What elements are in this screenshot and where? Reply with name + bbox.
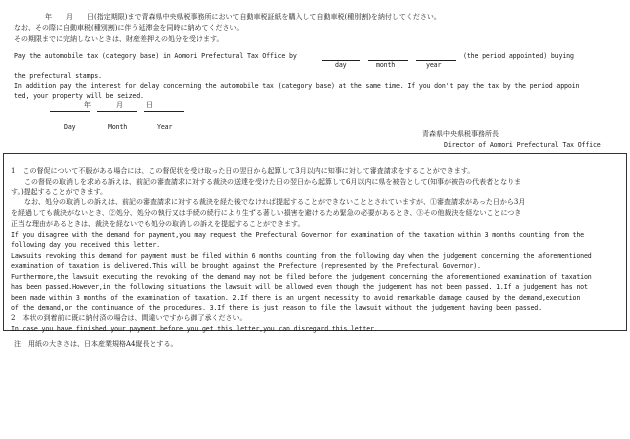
date-label-month: Month [108, 123, 128, 131]
notice-line: を経過しても裁決がないとき、②処分、処分の執行又は手続の続行により生ずる著しい損害を避けるため緊急の必要があるとき、③その他裁決を経ないことにつき [11, 209, 522, 217]
date-label-year: Year [157, 123, 173, 131]
appeal-notice-box [3, 153, 627, 331]
notice-line: なお、処分の取消しの訴えは、前記の審査請求に対する裁決を経た後でなければ提起することができないこととされていますが、①審査請求があった日から3月 [17, 198, 526, 206]
notice-line: この督促の取消しを求める訴えは、前記の審査請求に対する裁決の送達を受けた日の翌日から起算して6月以内に県を被告として(知事が被告の代表者となりま [17, 178, 522, 186]
prefectural-stamps-en: the prefectural stamps. [14, 72, 102, 80]
date-day-blank [50, 111, 90, 112]
notice-line: 1 この督促について不服がある場合には、この督促状を受け取った日の翌日から起算して3月以内に知事に対して審査請求をすることができます。 [11, 167, 475, 175]
period-appointed-en: (the period appointed) buying [463, 52, 574, 60]
notice-line: 2 本状の到着前に既に納付済の場合は、間違いですから御了承ください。 [11, 314, 247, 322]
notice-line: Lawsuits revoking this demand for payment must be filed within 6 months counting from the following day when the judgement concerning the aforementioned [11, 252, 592, 260]
notice-line: 正当な理由があるときは、裁決を経ないでも処分の取消しの訴えを提起することができます。 [11, 220, 305, 228]
delay-interest-line-jp: なお、その際に自動車税(種別割)に伴う延滞金を同時に納めてください。 [14, 24, 244, 32]
deadline-line-jp: 年 月 日(指定期限)まで青森県中央県税事務所において自動車税証紙を購入して自動車税(種別割)を納付してください。 [38, 13, 441, 21]
seizure-warning-jp: その期限までに完納しないときは、財産差押えの処分を受けます。 [14, 35, 224, 43]
notice-line: If you disagree with the demand for payment,you may request the Prefectural Governor for examination of the taxation within 3 months counting from the [11, 231, 584, 239]
pay-instruction-en: Pay the automobile tax (category base) in Aomori Prefectural Tax Office by [14, 52, 297, 60]
date-hi: 日 [146, 101, 153, 109]
notice-line: been made within 3 months of the examination of taxation. 2.If there is an urgent necessity to avoid remarkable damage caused by the demand,execution [11, 294, 581, 302]
date-nen: 年 [84, 101, 91, 109]
date-tsuki: 月 [116, 101, 123, 109]
director-title-en: Director of Aomori Prefectural Tax Office [444, 141, 601, 149]
paper-size-footnote: 注 用紙の大きさは、日本産業規格A4縦長とする。 [14, 340, 178, 348]
interest-line2-en: ted, your property will be seized. [14, 92, 144, 100]
notice-line: has been passed.However,in the following situations the lawsuit will be allowed even though the judgement has not been passed. 1.If a judgement has not [11, 283, 588, 291]
notice-line: Furthermore,the lawsuit executing the revoking of the demand may not be filed before the judgement concerning the aforementioned examination of taxation [11, 273, 592, 281]
notice-line: す。)提起することができます。 [11, 188, 108, 196]
notice-line: In case you have finished your payment before you get this letter,you can disregard this letter. [11, 325, 378, 333]
notice-line: of the demand,or the continuance of the procedures. 3.If there is just reason to file the lawsuit without the judgement having been passed. [11, 304, 542, 312]
notice-line: following day you received this letter. [11, 241, 160, 249]
director-title-jp: 青森県中央県税事務所長 [422, 130, 499, 138]
blank-label-year: year [426, 61, 442, 69]
date-year-blank [144, 111, 184, 112]
blank-label-day: day [335, 61, 347, 69]
interest-line1-en: In addition pay the interest for delay concerning the automobile tax (category base) at the same time. If you don't pay the tax by the period appoin [14, 82, 580, 90]
blank-label-month: month [376, 61, 396, 69]
date-label-day: Day [64, 123, 76, 131]
notice-line: examination of taxation is delivered.This will be brought against the Prefecture (represented by the Prefectural Governor). [11, 262, 481, 270]
date-month-blank [97, 111, 137, 112]
